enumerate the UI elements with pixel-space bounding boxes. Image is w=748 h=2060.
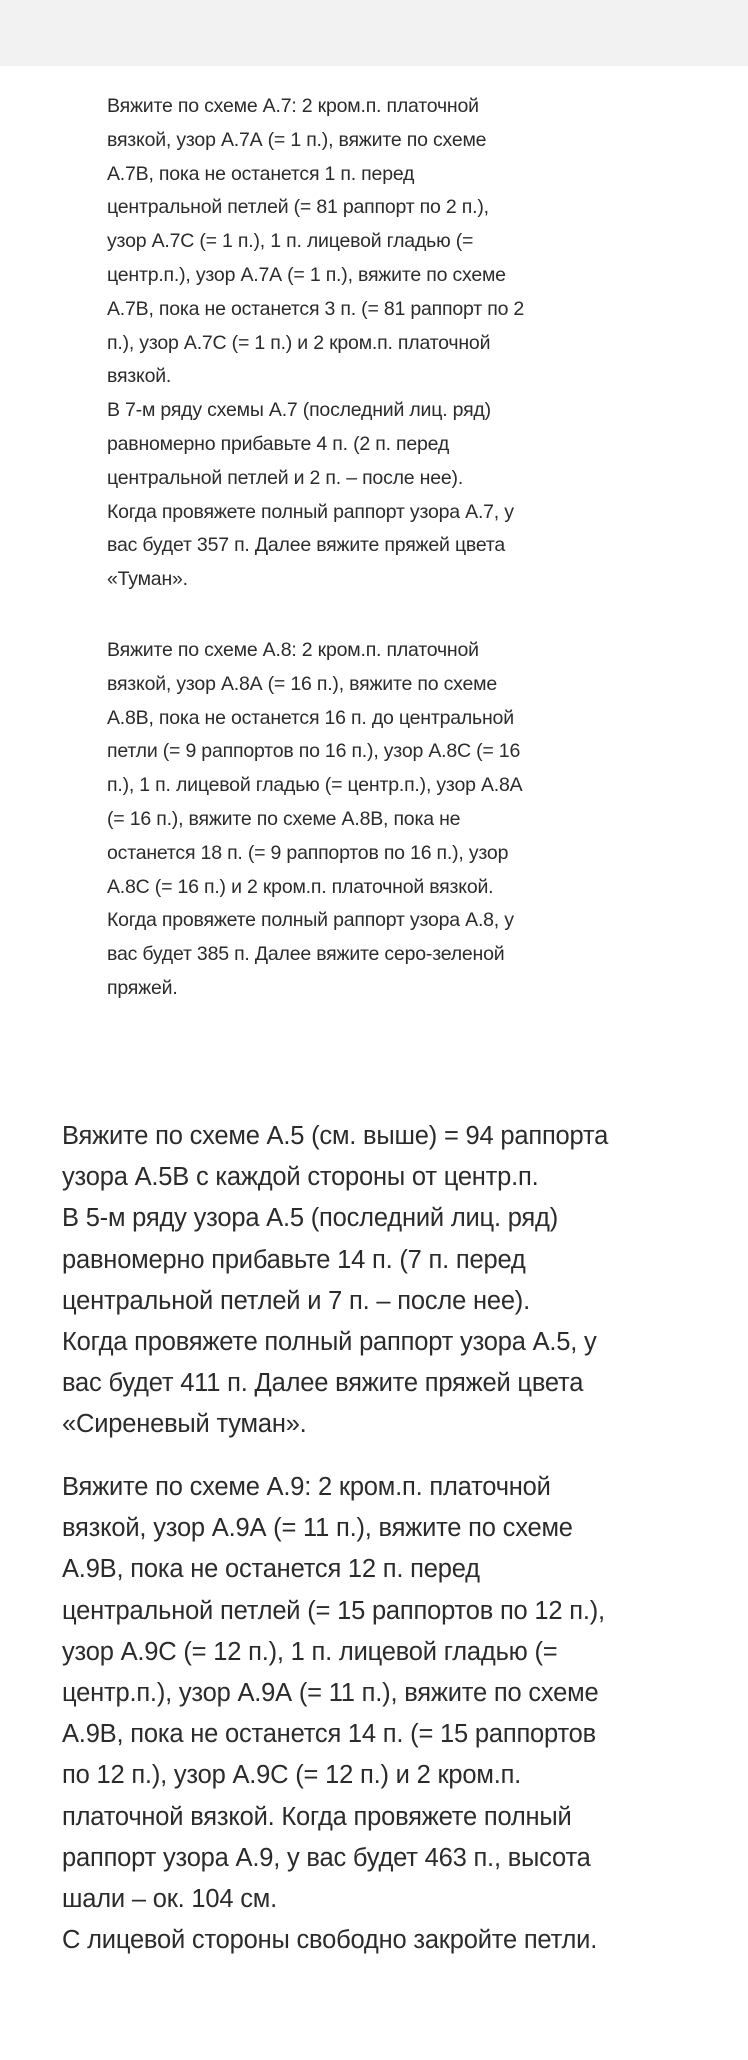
text-line: Вяжите по схеме А.7: 2 кром.п. платочной	[107, 95, 479, 117]
text-line: пряжей.	[107, 976, 178, 999]
text-line: центр.п.), узор А.7А (= 1 п.), вяжите по схеме	[107, 263, 506, 286]
text-line: центральной петлей (= 81 раппорт по 2 п.),	[107, 196, 489, 219]
text-line: вязкой, узор А.9А (= 11 п.), вяжите по схеме	[62, 1514, 573, 1543]
text-line: по 12 п.), узор А.9С (= 12 п.) и 2 кром.п.	[62, 1761, 522, 1790]
text-line: В 7-м ряду схемы А.7 (последний лиц. ряд)	[107, 399, 491, 422]
text-line: С лицевой стороны свободно закройте петли.	[62, 1926, 598, 1955]
text-line: вязкой, узор А.8А (= 16 п.), вяжите по схеме	[107, 672, 497, 695]
text-line: равномерно прибавьте 14 п. (7 п. перед	[62, 1245, 526, 1274]
text-line: А.9В, пока не останется 12 п. перед	[62, 1555, 480, 1584]
text-line: (= 16 п.), вяжите по схеме А.8В, пока не	[107, 807, 461, 830]
paragraph-scheme-a5	[62, 1116, 722, 1446]
text-line: А.9В, пока не останется 14 п. (= 15 раппортов	[62, 1720, 596, 1749]
text-line: равномерно прибавьте 4 п. (2 п. перед	[107, 432, 450, 455]
text-line: Когда провяжете полный раппорт узора А.8, у	[107, 909, 514, 932]
text-line: «Туман».	[107, 568, 188, 591]
text-line: Когда провяжете полный раппорт узора А.7, у	[107, 500, 514, 523]
text-line: центральной петлей и 7 п. – после нее).	[62, 1286, 530, 1315]
text-line: вязкой, узор А.7А (= 1 п.), вяжите по схеме	[107, 128, 487, 151]
text-line: раппорт узора А.9, у вас будет 463 п., высота	[62, 1843, 591, 1872]
text-line: вас будет 411 п. Далее вяжите пряжей цвета	[62, 1369, 584, 1398]
text-line: центральной петлей и 2 п. – после нее).	[107, 466, 464, 489]
text-line: вас будет 385 п. Далее вяжите серо-зеленой	[107, 943, 505, 966]
text-line: Вяжите по схеме А.5 (см. выше) = 94 раппорта	[62, 1122, 609, 1150]
text-line: центр.п.), узор А.9А (= 11 п.), вяжите по схеме	[62, 1679, 599, 1708]
text-line: А.7В, пока не останется 3 п. (= 81 раппорт по 2	[107, 297, 525, 320]
text-line: А.8С (= 16 п.) и 2 кром.п. платочной вязкой.	[107, 875, 494, 898]
text-line: вас будет 357 п. Далее вяжите пряжей цвета	[107, 534, 506, 557]
text-line: Вяжите по схеме А.8: 2 кром.п. платочной	[107, 639, 479, 661]
text-line: А.7В, пока не останется 1 п. перед	[107, 162, 415, 185]
text-line: п.), узор А.7С (= 1 п.) и 2 кром.п. платочной	[107, 331, 491, 354]
text-line: узора А.5В с каждой стороны от центр.п.	[62, 1163, 539, 1192]
text-line: В 5-м ряду узора А.5 (последний лиц. ряд)	[62, 1204, 558, 1233]
text-line: «Сиреневый туман».	[62, 1410, 307, 1439]
text-line: шали – ок. 104 см.	[62, 1885, 278, 1914]
text-line: центральной петлей (= 15 раппортов по 12 п.),	[62, 1596, 605, 1625]
text-line: Вяжите по схеме А.9: 2 кром.п. платочной	[62, 1473, 551, 1501]
text-line: петли (= 9 раппортов по 16 п.), узор А.8С (= 16	[107, 740, 521, 763]
paragraph-scheme-a9	[62, 1467, 722, 1961]
paragraph-scheme-a7	[107, 90, 707, 597]
text-line: платочной вязкой. Когда провяжете полный	[62, 1802, 572, 1831]
text-line: Когда провяжете полный раппорт узора А.5, у	[62, 1328, 597, 1357]
text-line: п.), 1 п. лицевой гладью (= центр.п.), узор А.8А	[107, 774, 523, 797]
text-line: останется 18 п. (= 9 раппортов по 16 п.), узор	[107, 841, 509, 864]
text-line: вязкой.	[107, 365, 172, 388]
paragraph-scheme-a8	[107, 634, 707, 1006]
text-line: узор А.9С (= 12 п.), 1 п. лицевой гладью (=	[62, 1637, 558, 1666]
text-line: узор А.7С (= 1 п.), 1 п. лицевой гладью (=	[107, 230, 474, 253]
text-line: А.8В, пока не останется 16 п. до центральной	[107, 706, 514, 729]
